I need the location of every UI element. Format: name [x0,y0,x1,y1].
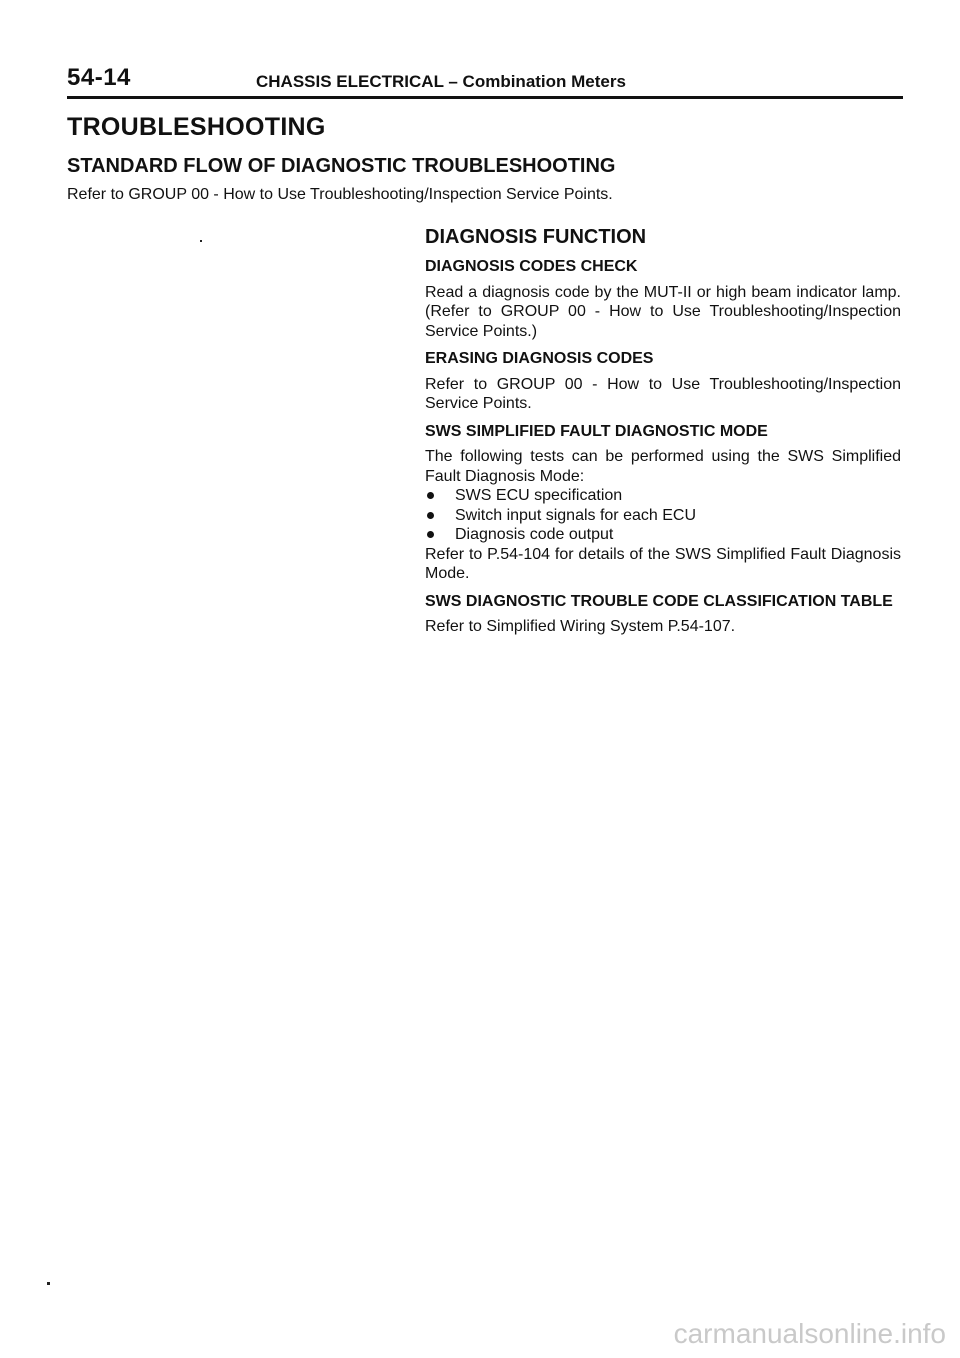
erasing-codes-text: Refer to GROUP 00 - How to Use Troubleshooting/Inspection Service Points. [425,375,901,412]
bullet-icon [427,531,434,538]
sws-mode-intro: The following tests can be performed using the SWS Simplified Fault Diagnosis Mode: [425,448,901,485]
bullet-icon [427,492,434,499]
watermark: carmanualsonline.info [673,1318,946,1349]
page-number: 54-14 [67,64,131,91]
diagnosis-function-section [425,225,901,645]
main-title: TROUBLESHOOTING [67,113,326,141]
standard-flow-text: Refer to GROUP 00 - How to Use Troubleshooting/Inspection Service Points. [67,186,613,203]
section-title: CHASSIS ELECTRICAL – Combination Meters [256,72,626,91]
scan-speck [47,1282,50,1285]
standard-flow-title: STANDARD FLOW OF DIAGNOSTIC TROUBLESHOOTING [67,155,616,177]
sws-mode-bullet-list [425,486,901,545]
list-item: Switch input signals for each ECU [425,506,901,526]
page-header [67,64,903,99]
classification-text: Refer to Simplified Wiring System P.54-107. [425,618,736,635]
sws-mode-title: SWS SIMPLIFIED FAULT DIAGNOSTIC MODE [425,422,768,440]
scan-speck [200,240,202,242]
bullet-icon [427,512,434,519]
list-item: Diagnosis code output [425,525,901,545]
list-item: SWS ECU specification [425,486,901,506]
classification-title: SWS DIAGNOSTIC TROUBLE CODE CLASSIFICATION TABLE [425,592,893,610]
codes-check-title: DIAGNOSIS CODES CHECK [425,258,638,275]
diagnosis-function-title: DIAGNOSIS FUNCTION [425,226,647,248]
codes-check-text: Read a diagnosis code by the MUT-II or high beam indicator lamp. (Refer to GROUP 00 - How to Use Troubleshooting/Inspection Service Points.) [425,283,901,340]
sws-mode-refer: Refer to P.54-104 for details of the SWS Simplified Fault Diagnosis Mode. [425,545,901,582]
erasing-codes-title: ERASING DIAGNOSIS CODES [425,350,654,367]
